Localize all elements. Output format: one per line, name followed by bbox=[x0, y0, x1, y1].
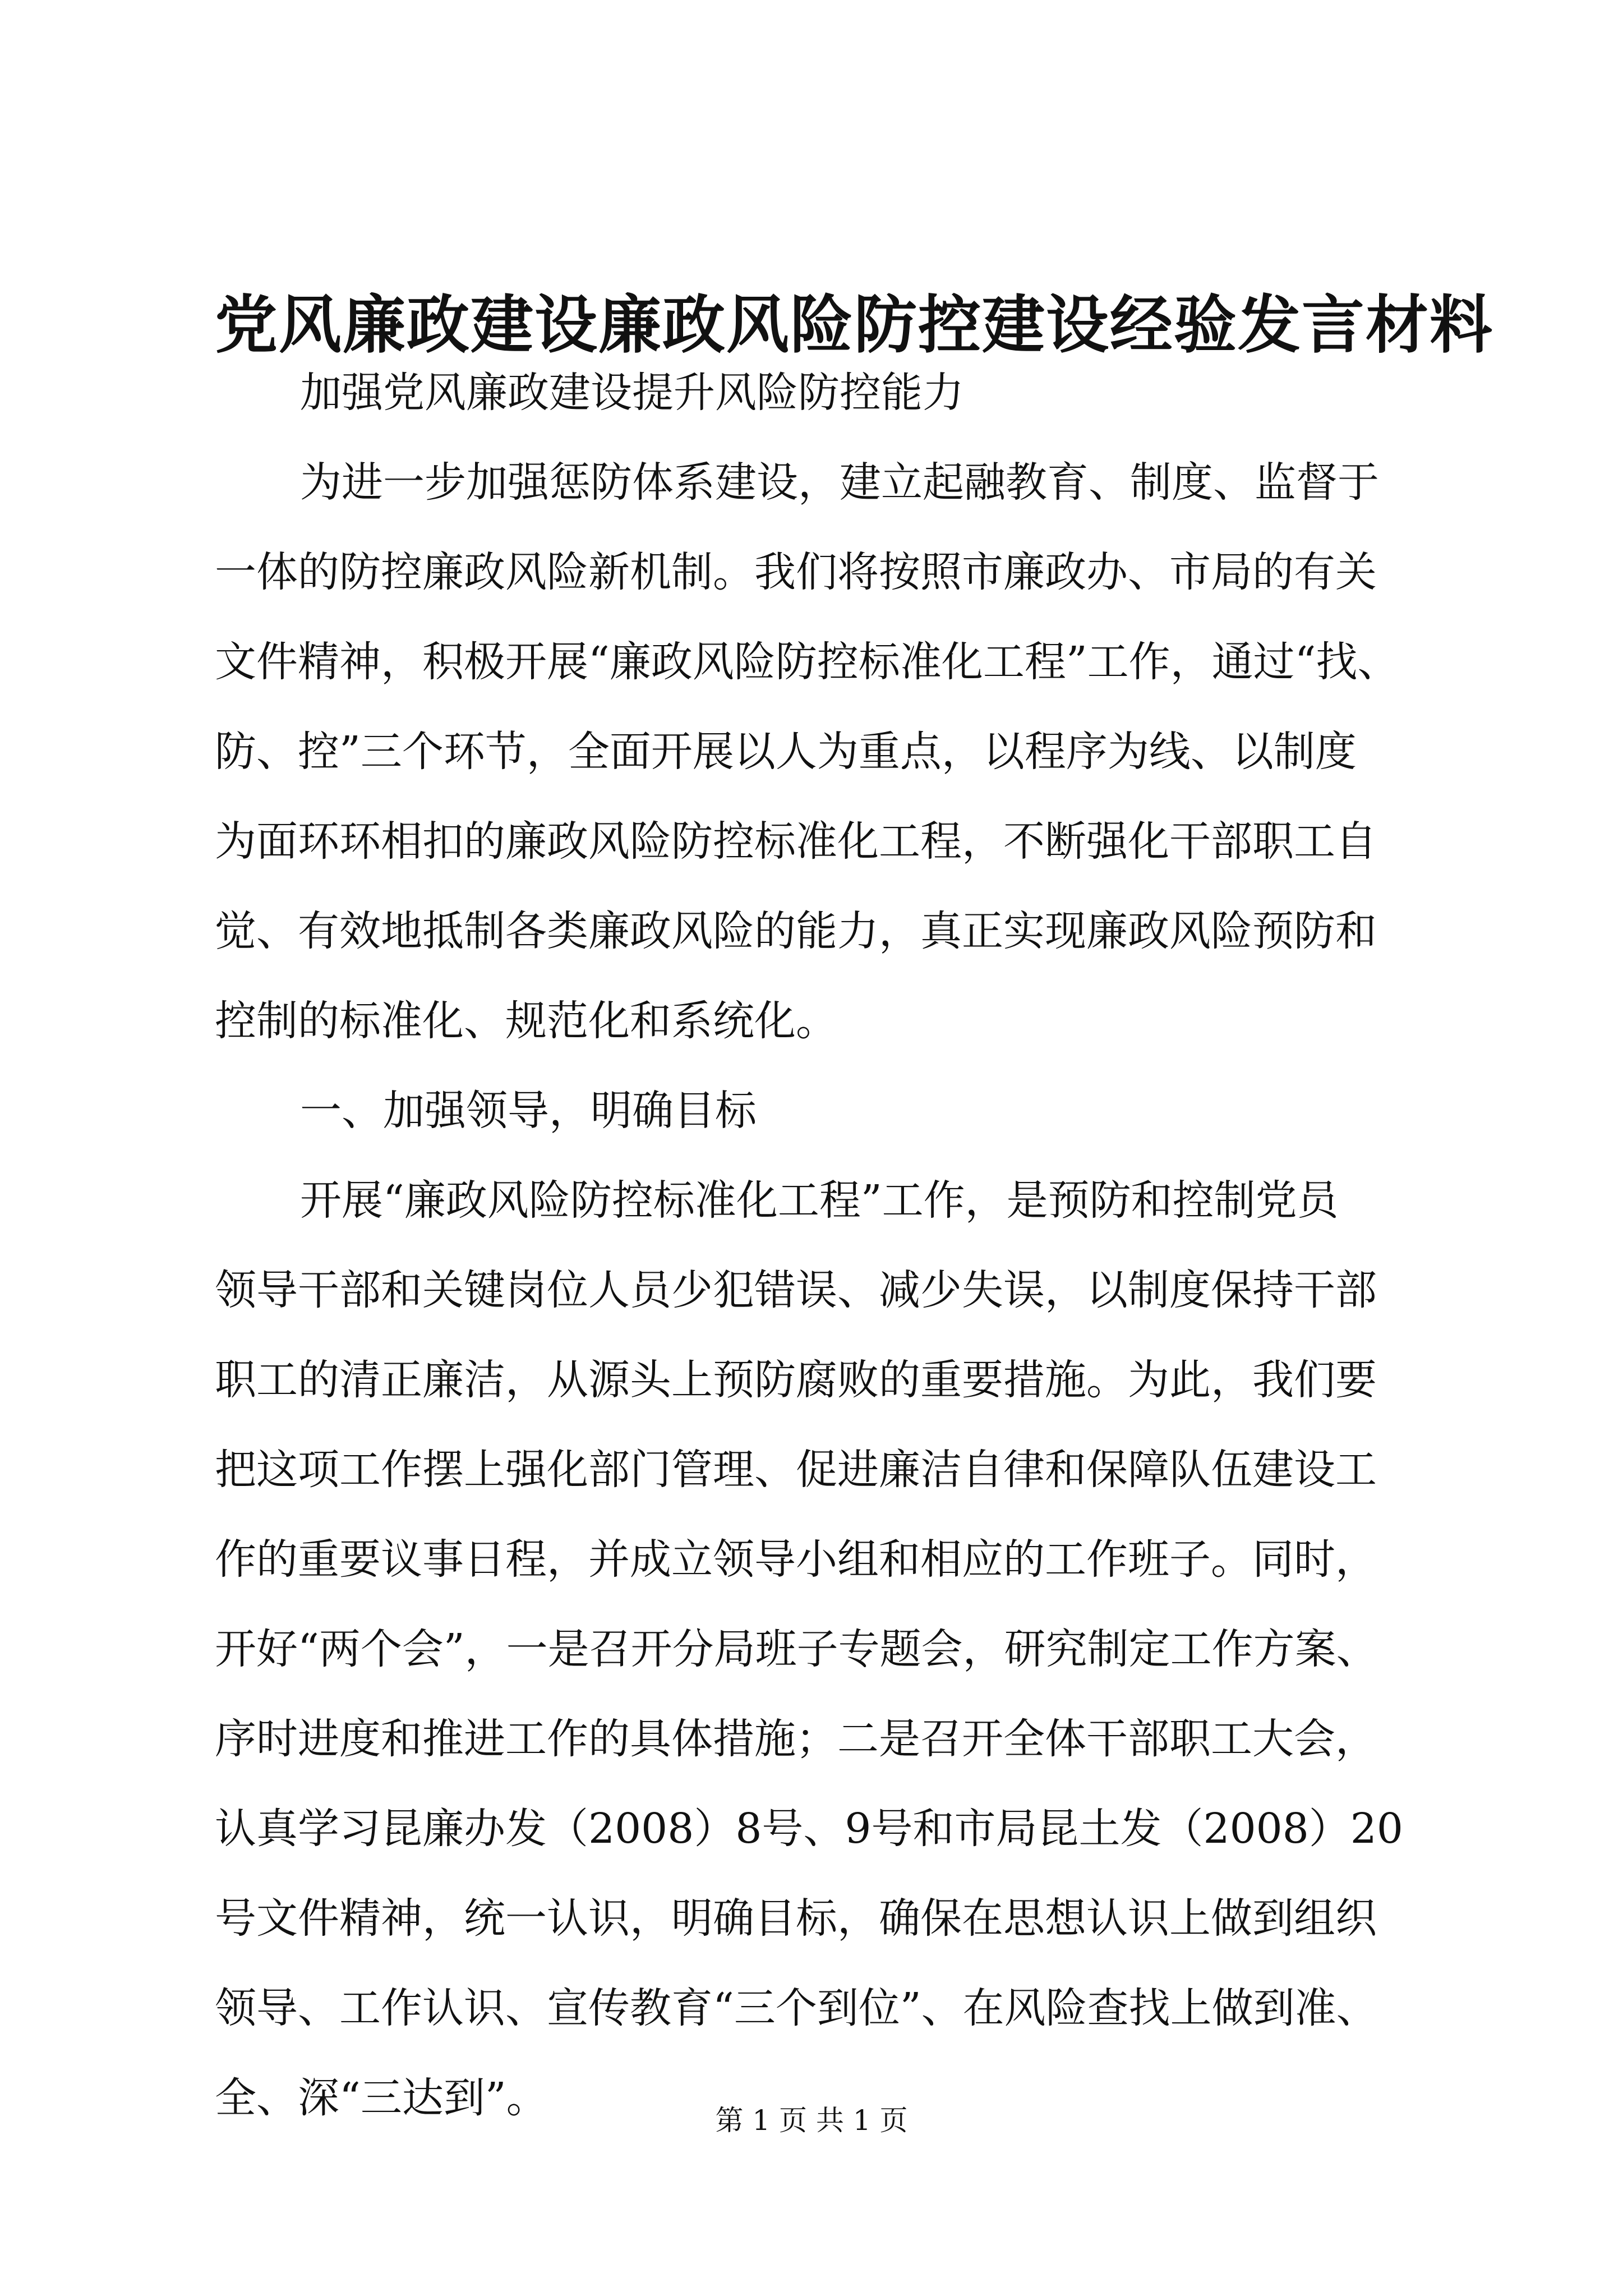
paragraph-line: 领导、工作认识、宣传教育“三个到位”、在风险查找上做到准、 bbox=[215, 1984, 1378, 2032]
paragraph-line: 为进一步加强惩防体系建设，建立起融教育、制度、监督于 bbox=[300, 458, 1379, 507]
paragraph-line: 开展“廉政风险防控标准化工程”工作，是预防和控制党员 bbox=[300, 1176, 1339, 1225]
paragraph-line: 加强党风廉政建设提升风险防控能力 bbox=[300, 369, 964, 417]
page-footer: 第 1 页 共 1 页 bbox=[715, 2104, 908, 2137]
document-body bbox=[215, 348, 1415, 2143]
paragraph-line: 一、加强领导，明确目标 bbox=[300, 1087, 757, 1135]
paragraph-line: 防、控”三个环节，全面开展以人为重点，以程序为线、以制度 bbox=[215, 728, 1357, 776]
paragraph-intro bbox=[215, 438, 1415, 1066]
document-title: 党风廉政建设廉政风险防控建设经验发言材料 bbox=[215, 288, 1493, 362]
paragraph-line: 觉、有效地抵制各类廉政风险的能力，真正实现廉政风险预防和 bbox=[215, 907, 1377, 955]
paragraph-line: 全、深“三达到”。 bbox=[215, 2074, 548, 2122]
paragraph-line: 职工的清正廉洁，从源头上预防腐败的重要措施。为此，我们要 bbox=[215, 1356, 1377, 1404]
paragraph-line: 一体的防控廉政风险新机制。我们将按照市廉政办、市局的有关 bbox=[215, 548, 1377, 596]
paragraph-line: 序时进度和推进工作的具体措施；二是召开全体干部职工大会， bbox=[215, 1715, 1377, 1763]
section-heading bbox=[215, 1066, 1415, 1156]
paragraph-line: 认真学习昆廉办发（2008）8号、9号和市局昆土发（2008）20 bbox=[215, 1805, 1403, 1853]
paragraph-section-one bbox=[215, 1156, 1415, 2143]
paragraph-line: 开好“两个会”，一是召开分局班子专题会，研究制定工作方案、 bbox=[215, 1625, 1378, 1673]
paragraph-line: 控制的标准化、规范化和系统化。 bbox=[215, 997, 837, 1045]
paragraph-line: 文件精神，积极开展“廉政风险防控标准化工程”工作，通过“找、 bbox=[215, 638, 1399, 686]
paragraph-line: 号文件精神，统一认识，明确目标，确保在思想认识上做到组织 bbox=[215, 1894, 1377, 1943]
paragraph-subtitle bbox=[215, 348, 1415, 438]
paragraph-line: 作的重要议事日程，并成立领导小组和相应的工作班子。同时， bbox=[215, 1535, 1377, 1584]
paragraph-line: 把这项工作摆上强化部门管理、促进廉洁自律和保障队伍建设工 bbox=[215, 1446, 1377, 1494]
paragraph-line: 为面环环相扣的廉政风险防控标准化工程，不断强化干部职工自 bbox=[215, 817, 1377, 866]
paragraph-line: 领导干部和关键岗位人员少犯错误、减少失误，以制度保持干部 bbox=[215, 1266, 1377, 1314]
